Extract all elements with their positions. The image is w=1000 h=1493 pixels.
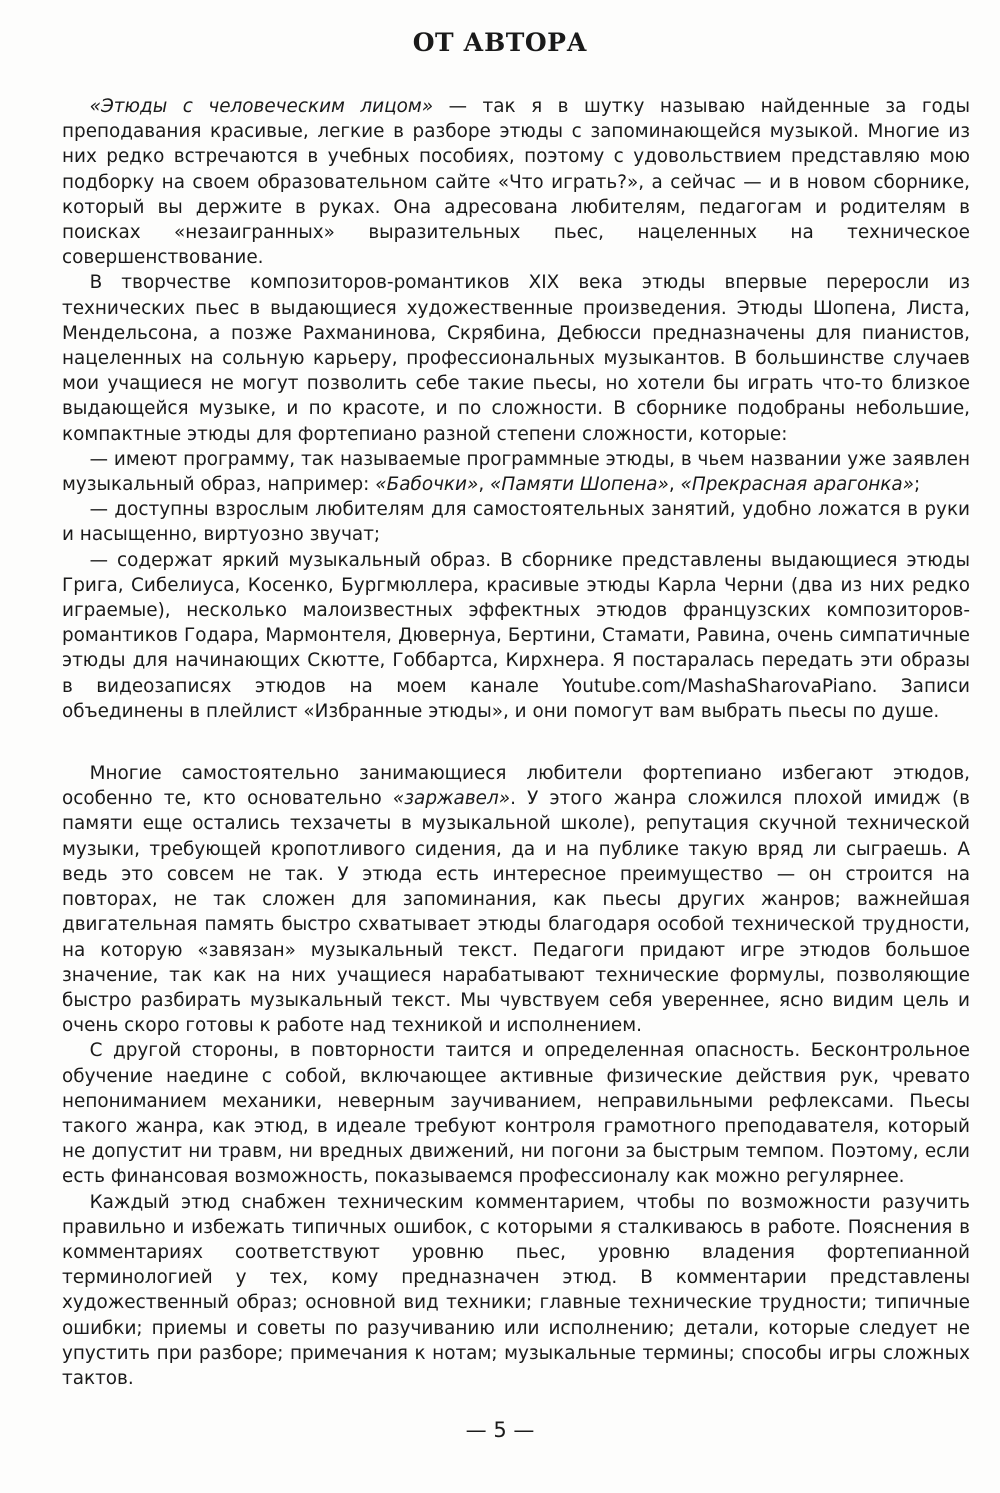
list-item-accessible xyxy=(62,497,970,547)
intro-text: — так я в шутку называю найденные за годы преподавания красивые, легкие в разборе этюды с запоминающейся музыкой. Многие из них редко встречаются в учебных пособиях, поэтому с удовольствием представляю мою подборку на своем образовательном сайте «Что играть?», а сейчас — и в новом сборнике, который вы держите в руках. Она адресована любителям, педагогам и родителям в поисках «незаигранных» выразительных пьес, нацеленных на техническое совершенствование. xyxy=(62,96,970,269)
list-item-program xyxy=(62,447,970,497)
separator: , xyxy=(478,474,491,496)
intro-quote: «Этюды с человеческим лицом» xyxy=(89,96,434,117)
paragraph-gap xyxy=(62,724,970,761)
paragraph-danger-text: С другой стороны, в повторности таится и определенная опасность. Бесконтрольное обучение наедине с собой, включающее активные физические действия рук, чревато непониманием механики, неверным заучиванием, неправильными рефлексами. Пьесы такого жанра, как этюд, в идеале требуют контроля грамотного преподавателя, который не допустит ни травм, ни вредных движений, ни погони за быстрым темпом. Поэтому, если есть финансовая возможность, показываемся профессионалу как можно регулярнее. xyxy=(62,1040,970,1188)
paragraph-intro xyxy=(62,94,970,270)
title-chopin-memory: «Памяти Шопена» xyxy=(490,474,669,496)
title-aragonaise: «Прекрасная арагонка» xyxy=(680,474,914,496)
list-item-image-text: — содержат яркий музыкальный образ. В сборнике представлены выдающиеся этюды Грига, Сибелиуса, Косенко, Бургмюллера, красивые этюды Карла Черни (два из них редко играемые), несколько малоизвестных эффектных этюдов французских композиторов-романтиков Годара, Мармонтеля, Дювернуа, Бертини, Стамати, Равина, очень симпатичные этюды для начинающих Скютте, Гоббартса, Кирхнера. Я постаралась передать эти образы в видеозаписях этюдов на моем канале Youtube.com/MashaSharovaPiano. Записи объединены в плейлист «Избранные этюды», и они помогут вам выбрать пьесы по душе. xyxy=(62,549,970,722)
paragraph-romantics xyxy=(62,270,970,446)
title-butterflies: «Бабочки» xyxy=(375,474,479,496)
paragraph-commentary xyxy=(62,1190,970,1392)
list-item-image xyxy=(62,548,970,724)
rusty-quote: «заржавел» xyxy=(392,788,511,810)
paragraph-commentary-text: Каждый этюд снабжен техническим комментарием, чтобы по возможности разучить правильно и избежать типичных ошибок, с которыми я сталкиваюсь в работе. Пояснения в комментариях соответствуют уровню пьес, уровню владения фортепианной терминологией у тех, кому предназначен этюд. В комментарии представлены художественный образ; основной вид техники; главные технические трудности; типичные ошибки; приемы и советы по разучиванию или исполнению; детали, которые следует не упустить при разборе; примечания к нотам; музыкальные термины; способы игры сложных тактов. xyxy=(62,1191,970,1389)
separator: , xyxy=(668,474,681,496)
page-title: ОТ АВТОРА xyxy=(412,28,588,57)
paragraph-romantics-text: В творчестве композиторов-романтиков XIX века этюды впервые переросли из технических пьес в выдающиеся художественные произведения. Этюды Шопена, Листа, Мендельсона, а позже Рахманинова, Скрябина, Дебюсси предназначены для пианистов, нацеленных на сольную карьеру, профессиональных музыкантов. В большинстве случаев мои учащиеся не могут позволить себе такие пьесы, но хотели бы играть что-то близкое выдающейся музыке, и по красоте, и по сложности. В сборнике подобраны небольшие, компактные этюды для фортепиано разной степени сложности, которые: xyxy=(62,272,970,445)
paragraph-amateurs-text-2: . У этого жанра сложился плохой имидж (в памяти еще остались техзачеты в музыкальной школе), репутация скучной технической музыки, требующей кропотливого сидения, да и на публике такую вряд ли сыграешь. А ведь это совсем не так. У этюда есть интересное преимущество — он строится на повторах, не так сложен для запоминания, как пьесы других жанров; важнейшая двигательная память быстро схватывает этюды благодаря особой технической трудности, на которую «завязан» музыкальный текст. Педагоги придают игре этюдов большое значение, так как на них учащиеся нарабатывают технические формулы, позволяющие быстро разбирать музыкальный текст. Мы чувствуем себя увереннее, ясно видим цель и очень скоро готовы к работе над техникой и исполнением. xyxy=(62,788,970,1037)
body-text xyxy=(62,94,970,1391)
paragraph-amateurs-text-1: Многие самостоятельно занимающиеся любители фортепиано избегают этюдов, особенно те, кто основательно xyxy=(62,763,970,810)
paragraph-danger xyxy=(62,1038,970,1189)
paragraph-amateurs xyxy=(62,761,970,1038)
list-item-accessible-text: — доступны взрослым любителям для самостоятельных занятий, удобно ложатся в руки и насыщенно, виртуозно звучат; xyxy=(62,499,970,546)
list-item-end: ; xyxy=(913,474,921,496)
page-number: — 5 — xyxy=(465,1418,535,1442)
list-item-program-text: — имеют программу, так называемые программные этюды, в чьем названии уже заявлен музыкальный образ, например: xyxy=(62,448,970,496)
